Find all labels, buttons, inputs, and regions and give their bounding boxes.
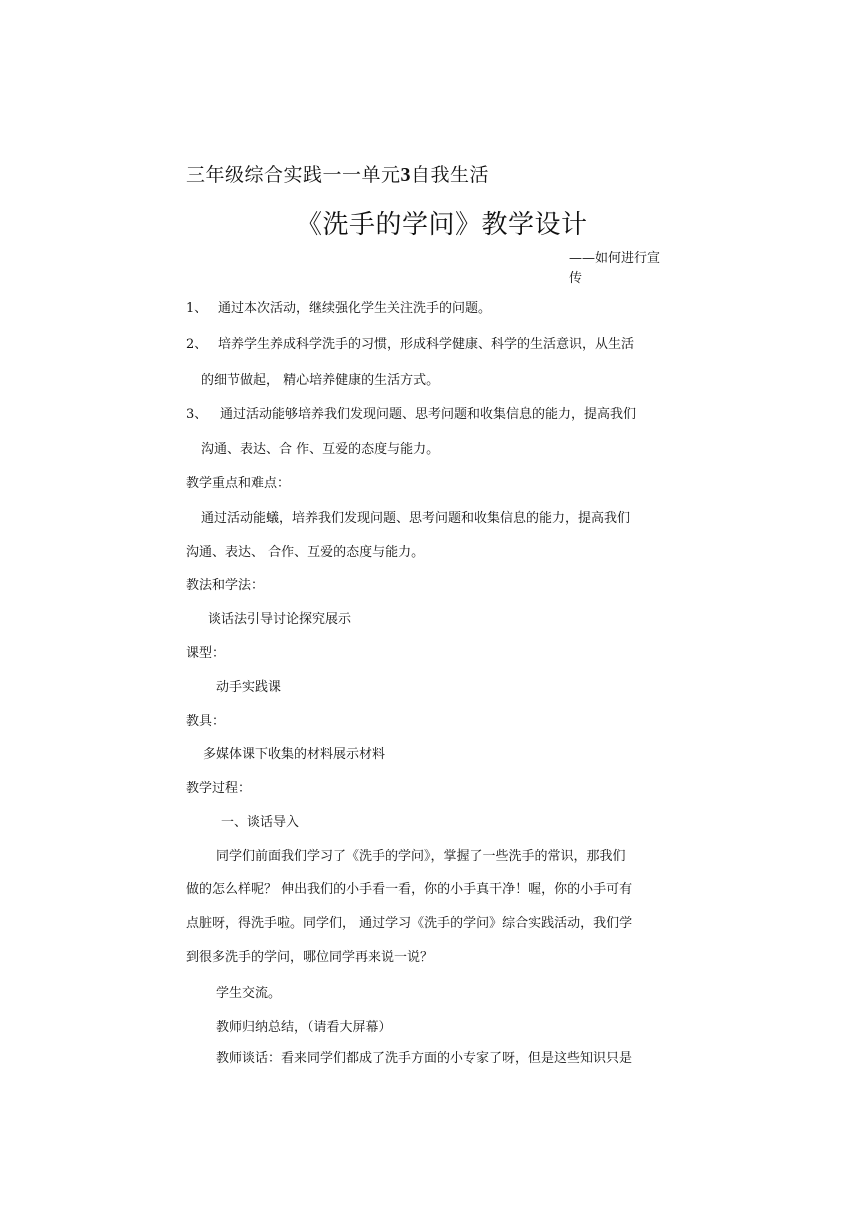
- methods-heading: 教法和学法：: [186, 578, 265, 593]
- key-points-line-2: 沟通、表达、 合作、互爱的态度与能力。: [186, 545, 425, 560]
- process-paragraph-line-3: 点脏呀，得洗手啦。同学们， 通过学习《洗手的学问》综合实践活动，我们学: [186, 916, 633, 931]
- header-unit-number: 3: [400, 164, 412, 186]
- subtitle-line-1: ——如何进行宣: [569, 251, 661, 266]
- subtitle-line-2: 传: [569, 271, 583, 286]
- document-title: 《洗手的学问》教学设计: [296, 210, 588, 240]
- key-points-heading: 教学重点和难点：: [186, 476, 291, 491]
- student-exchange: 学生交流。: [216, 986, 282, 1001]
- teacher-talk: 教师谈话：看来同学们都成了洗手方面的小专家了呀，但是这些知识只是: [216, 1051, 633, 1066]
- goal-1-number: 1、: [186, 301, 208, 316]
- process-heading: 教学过程：: [186, 781, 252, 796]
- goal-3-continuation: 沟通、表达、合 作、互爱的态度与能力。: [201, 442, 440, 457]
- document-header: [186, 160, 489, 187]
- header-prefix: 三年级综合实践一一单元: [186, 164, 401, 186]
- goal-2-number: 2、: [186, 337, 208, 352]
- tools-content: 多媒体课下收集的材料展示材料: [203, 747, 386, 762]
- process-paragraph-line-4: 到很多洗手的学问，哪位同学再来说一说？: [186, 950, 434, 965]
- goal-3-text: 通过活动能够培养我们发现问题、思考问题和收集信息的能力，提高我们: [220, 407, 637, 422]
- process-paragraph-line-2: 做的怎么样呢？ 伸出我们的小手看一看，你的小手真干净！喔，你的小手可有: [186, 882, 633, 897]
- goal-2-text: 培养学生养成科学洗手的习惯，形成科学健康、科学的生活意识，从生活: [218, 337, 635, 352]
- process-paragraph-line-1: 同学们前面我们学习了《洗手的学问》，掌握了一些洗手的常识，那我们: [216, 849, 626, 864]
- teacher-summary: 教师归纳总结，（请看大屏幕）: [216, 1020, 392, 1035]
- methods-content: 谈话法引导讨论探究展示: [208, 612, 352, 627]
- lesson-type-content: 动手实践课: [216, 680, 282, 695]
- process-step-1: 一、谈话导入: [221, 815, 300, 830]
- goal-3-number: 3、: [186, 407, 208, 422]
- goal-1-text: 通过本次活动，继续强化学生关注洗手的问题。: [218, 301, 492, 316]
- key-points-line-1: 通过活动能蟻，培养我们发现问题、思考问题和收集信息的能力，提高我们: [201, 511, 631, 526]
- goal-2-continuation: 的细节做起， 精心培养健康的生活方式。: [201, 373, 440, 388]
- header-suffix: 自我生活: [411, 164, 490, 186]
- tools-heading: 教具：: [186, 714, 226, 729]
- lesson-type-heading: 课型：: [186, 646, 226, 661]
